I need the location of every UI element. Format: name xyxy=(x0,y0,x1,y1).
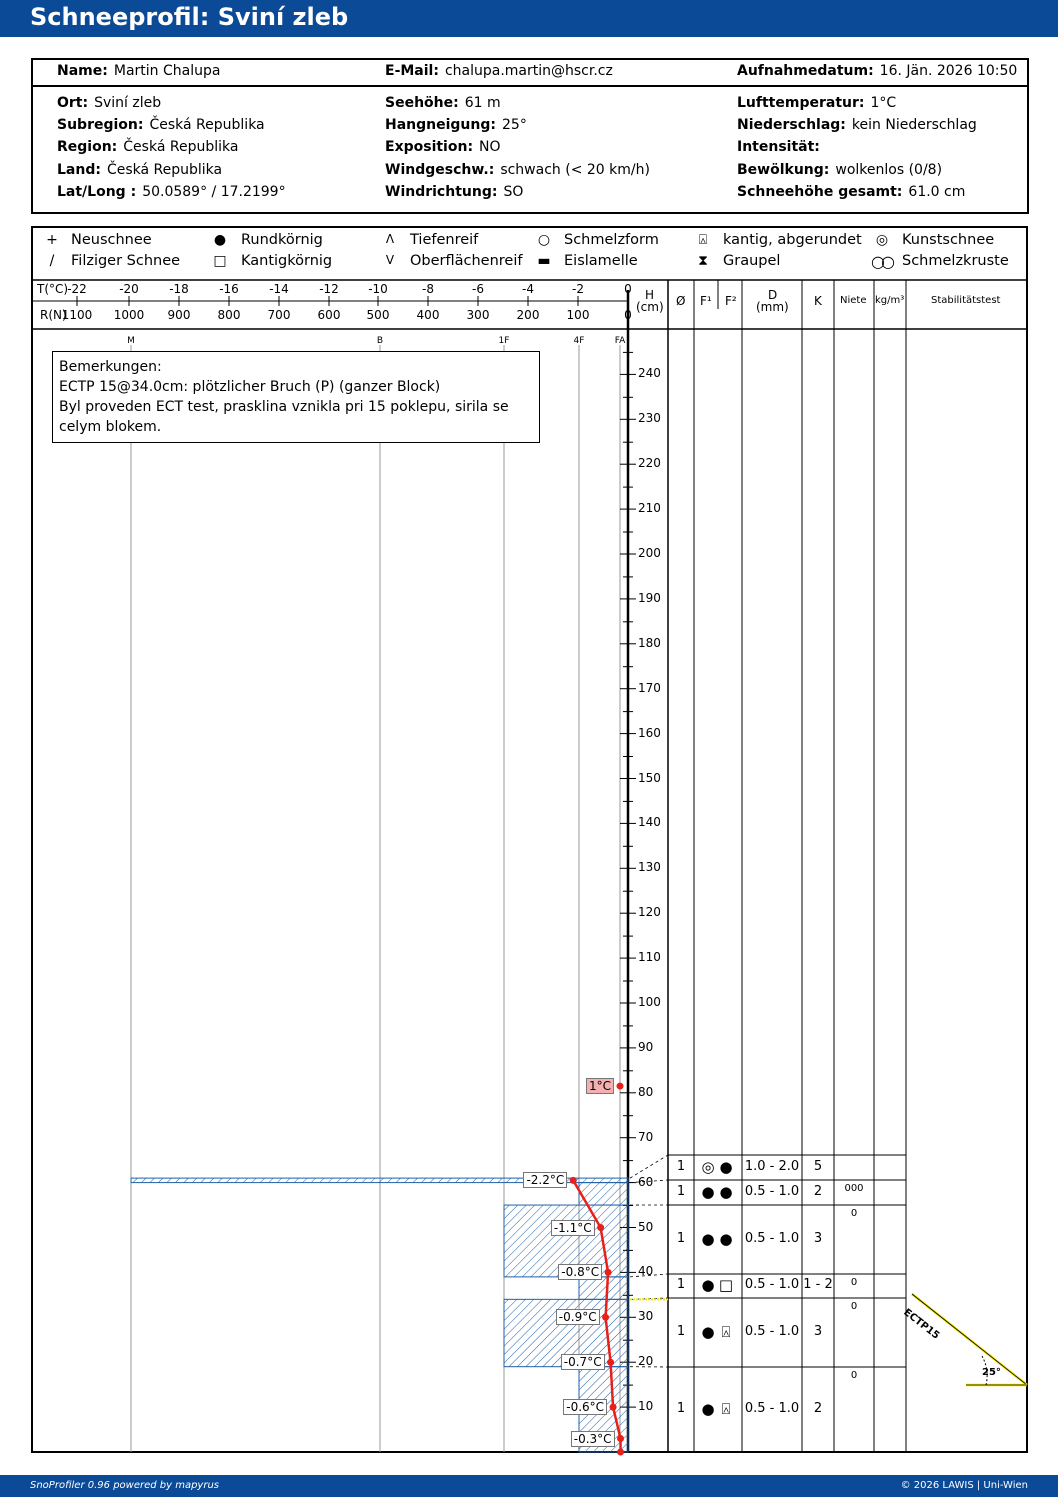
eislamelle-icon: ▬ xyxy=(537,253,551,269)
col-niete: Niete xyxy=(840,295,867,306)
r-tick-label: 400 xyxy=(416,308,440,322)
hand-hardness-label: FA xyxy=(614,336,626,346)
remarks-box xyxy=(52,351,540,443)
layer-grain-size: 0.5 - 1.0 xyxy=(744,1323,800,1339)
layer-hardness-k: 5 xyxy=(813,1158,823,1174)
temperature-label: -0.9°C xyxy=(556,1309,600,1325)
terrain-windrichtung: Windrichtung: SO xyxy=(385,184,524,200)
layer-wetness: 1 xyxy=(676,1230,686,1246)
legend-label-eislamelle: Eislamelle xyxy=(564,253,638,269)
t-axis-label: T(°C) xyxy=(37,282,69,296)
temperature-label: -2.2°C xyxy=(523,1172,567,1188)
h-tick-label: 140 xyxy=(638,815,661,830)
weather-intensitaet: Intensität: xyxy=(737,139,820,155)
slope-angle-label: 25° xyxy=(982,1367,1001,1378)
r-tick-label: 900 xyxy=(167,308,191,322)
layer-niete: 0 xyxy=(850,1301,858,1312)
air-temperature-label: 1°C xyxy=(586,1078,614,1094)
legend-label-kantigkoernig: Kantigkörnig xyxy=(241,253,333,269)
weather-niederschlag: Niederschlag: kein Niederschlag xyxy=(737,117,977,133)
weather-bewoelkung: Bewölkung: wolkenlos (0/8) xyxy=(737,162,943,178)
oberflaechenreif-icon: V xyxy=(385,253,395,267)
legend-label-schmelzkruste: Schmelzkruste xyxy=(902,253,1009,269)
remarks-title: Bemerkungen: xyxy=(59,359,162,375)
legend-label-filziger-schnee: Filziger Schnee xyxy=(71,253,181,269)
schmelzform-icon: ○ xyxy=(537,232,551,248)
h-tick-label: 10 xyxy=(638,1399,654,1414)
layer-grain-size: 1.0 - 2.0 xyxy=(744,1158,800,1174)
r-tick-label: 800 xyxy=(217,308,241,322)
h-tick-label: 130 xyxy=(638,860,661,875)
layer-wetness: 1 xyxy=(676,1400,686,1416)
location-latlong: Lat/Long : 50.0589° / 17.2199° xyxy=(57,184,286,200)
legend-label-neuschnee: Neuschnee xyxy=(71,232,152,248)
layer-grain-f1: ● xyxy=(701,1182,715,1201)
weather-schneehoehe: Schneehöhe gesamt: 61.0 cm xyxy=(737,184,966,200)
layer-grain-size: 0.5 - 1.0 xyxy=(744,1400,800,1416)
footer-right: © 2026 LAWIS | Uni-Wien xyxy=(900,1480,1028,1491)
h-tick-label: 210 xyxy=(638,501,661,516)
r-tick-label: 1100 xyxy=(61,308,93,322)
t-tick-label: -12 xyxy=(319,282,339,296)
t-tick-label: -14 xyxy=(269,282,289,296)
layer-niete: 0 xyxy=(850,1208,858,1219)
layer-wetness: 1 xyxy=(676,1183,686,1199)
r-tick-label: 0 xyxy=(624,308,632,322)
remarks-line2: Byl proveden ECT test, prasklina vznikla pri 15 poklepu, sirila se celym blokem. xyxy=(59,399,509,435)
col-f2: F² xyxy=(725,294,737,308)
observer-name: Name: Martin Chalupa xyxy=(57,63,221,79)
terrain-hangneigung: Hangneigung: 25° xyxy=(385,117,527,133)
layer-niete: 0 xyxy=(850,1370,858,1381)
r-tick-label: 1000 xyxy=(113,308,145,322)
kunstschnee-icon: ◎ xyxy=(875,232,889,248)
page-title: Schneeprofil: Sviní zleb xyxy=(30,3,349,31)
temperature-point xyxy=(605,1269,612,1276)
col-k: K xyxy=(814,294,822,308)
h-tick-label: 230 xyxy=(638,411,661,426)
weather-lufttemp: Lufttemperatur: 1°C xyxy=(737,95,897,111)
h-axis-label: H xyxy=(645,288,655,302)
observation-date: Aufnahmedatum: 16. Jän. 2026 10:50 xyxy=(737,63,1018,79)
t-tick-label: 0 xyxy=(624,282,632,296)
temperature-point xyxy=(597,1224,604,1231)
col-density: kg/m³ xyxy=(875,295,905,306)
hand-hardness-label: M xyxy=(127,336,135,346)
layer-grain-f2: ● xyxy=(719,1157,733,1176)
h-tick-label: 190 xyxy=(638,590,661,605)
legend-label-kunstschnee: Kunstschnee xyxy=(902,232,995,248)
layer-grain-size: 0.5 - 1.0 xyxy=(744,1183,800,1199)
temperature-label: -1.1°C xyxy=(551,1220,595,1236)
layer-grain-f1: ● xyxy=(701,1322,715,1341)
terrain-windgeschw: Windgeschw.: schwach (< 20 km/h) xyxy=(385,162,650,178)
observer-email: E-Mail: chalupa.martin@hscr.cz xyxy=(385,63,613,79)
temperature-point xyxy=(602,1314,609,1321)
t-tick-label: -18 xyxy=(169,282,189,296)
r-tick-label: 600 xyxy=(317,308,341,322)
neuschnee-icon: + xyxy=(46,232,58,248)
tiefenreif-icon: Λ xyxy=(385,232,395,246)
h-tick-label: 220 xyxy=(638,456,661,471)
air-temperature-point xyxy=(617,1083,624,1090)
layer-grain-f1: ● xyxy=(701,1399,715,1418)
temperature-label: -0.8°C xyxy=(558,1264,602,1280)
layer-grain-f2: ⍓ xyxy=(721,1399,731,1418)
location-subregion: Subregion: Česká Republika xyxy=(57,117,265,133)
layer-hardness-k: 3 xyxy=(813,1230,823,1246)
location-ort: Ort: Sviní zleb xyxy=(57,95,162,111)
t-tick-label: -10 xyxy=(368,282,388,296)
h-tick-label: 110 xyxy=(638,950,661,965)
t-tick-label: -2 xyxy=(572,282,584,296)
h-tick-label: 30 xyxy=(638,1309,654,1324)
layer-grain-size: 0.5 - 1.0 xyxy=(744,1277,800,1292)
layer-niete: 000 xyxy=(844,1183,864,1194)
remarks-line1: ECTP 15@34.0cm: plötzlicher Bruch (P) (ganzer Block) xyxy=(59,379,441,395)
layer-grain-f1: ● xyxy=(701,1229,715,1248)
col-d-unit: (mm) xyxy=(756,300,789,314)
t-tick-label: -22 xyxy=(67,282,87,296)
t-tick-label: -4 xyxy=(522,282,534,296)
terrain-seehoehe: Seehöhe: 61 m xyxy=(385,95,501,111)
col-d: D xyxy=(768,288,778,302)
kantig-abgerundet-icon: ⍓ xyxy=(698,232,708,248)
temperature-label: -0.7°C xyxy=(561,1354,605,1370)
t-tick-label: -8 xyxy=(422,282,434,296)
temperature-point xyxy=(610,1404,617,1411)
h-tick-label: 60 xyxy=(638,1174,654,1189)
layer-grain-f1: ● xyxy=(701,1276,715,1294)
h-tick-label: 50 xyxy=(638,1219,654,1234)
r-tick-label: 300 xyxy=(466,308,490,322)
stability-test-graphic xyxy=(912,1294,1027,1385)
layer-grain-f2: ⍓ xyxy=(721,1322,731,1341)
h-tick-label: 120 xyxy=(638,905,661,920)
h-tick-label: 170 xyxy=(638,680,661,695)
r-tick-label: 100 xyxy=(566,308,590,322)
legend-label-kantig-abgerundet: kantig, abgerundet xyxy=(723,232,862,248)
layer-grain-f2: □ xyxy=(718,1276,734,1294)
location-region: Region: Česká Republika xyxy=(57,139,239,155)
layer-grain-f2: ● xyxy=(719,1182,733,1201)
legend-label-tiefenreif: Tiefenreif xyxy=(410,232,479,248)
h-tick-label: 40 xyxy=(638,1264,654,1279)
t-tick-label: -20 xyxy=(119,282,139,296)
hand-hardness-label: B xyxy=(376,336,384,346)
legend-label-rundkoernig: Rundkörnig xyxy=(241,232,323,248)
hand-hardness-label: 1F xyxy=(498,336,510,346)
layer-hardness-k: 2 xyxy=(813,1183,823,1199)
legend-label-graupel: Graupel xyxy=(723,253,781,269)
layer-hardness-k: 1 - 2 xyxy=(803,1277,833,1292)
h-tick-label: 160 xyxy=(638,725,661,740)
layer-grain-size: 0.5 - 1.0 xyxy=(744,1230,800,1246)
layer-wetness: 1 xyxy=(676,1277,686,1292)
legend-label-oberflaechenreif: Oberflächenreif xyxy=(410,253,523,269)
r-tick-label: 700 xyxy=(267,308,291,322)
rundkoernig-icon: ● xyxy=(213,232,227,248)
temperature-label: -0.6°C xyxy=(563,1399,607,1415)
r-tick-label: 500 xyxy=(366,308,390,322)
h-tick-label: 70 xyxy=(638,1129,654,1144)
layer-wetness: 1 xyxy=(676,1158,686,1174)
h-tick-label: 90 xyxy=(638,1039,654,1054)
layer-hardness-k: 2 xyxy=(813,1400,823,1416)
r-tick-label: 200 xyxy=(516,308,540,322)
stability-test-label: ECTP15 xyxy=(901,1307,942,1342)
temperature-point xyxy=(570,1177,577,1184)
temperature-point xyxy=(617,1449,624,1456)
layer-wetness: 1 xyxy=(676,1323,686,1339)
layer-grain-f1: ◎ xyxy=(701,1157,715,1176)
graupel-icon: ⧗ xyxy=(698,253,708,269)
col-f1: F¹ xyxy=(700,294,712,308)
col-wetness: Ø xyxy=(676,294,686,308)
layer-grain-f2: ● xyxy=(719,1229,733,1248)
filziger-schnee-icon: / xyxy=(49,253,55,269)
layer-niete: 0 xyxy=(850,1277,858,1288)
r-axis-label: R(N) xyxy=(40,308,67,322)
hand-hardness-label: 4F xyxy=(573,336,585,346)
h-tick-label: 200 xyxy=(638,546,661,560)
h-tick-label: 240 xyxy=(638,366,661,381)
temperature-label: -0.3°C xyxy=(571,1431,615,1447)
terrain-exposition: Exposition: NO xyxy=(385,139,501,155)
h-axis-unit: (cm) xyxy=(636,300,664,314)
h-tick-label: 100 xyxy=(638,995,661,1009)
temperature-point xyxy=(617,1435,624,1442)
temperature-point xyxy=(607,1359,614,1366)
location-land: Land: Česká Republika xyxy=(57,162,223,178)
t-tick-label: -6 xyxy=(472,282,484,296)
layer-hardness-k: 3 xyxy=(813,1323,823,1339)
kantigkoernig-icon: □ xyxy=(213,253,227,269)
h-tick-label: 180 xyxy=(638,635,661,650)
t-tick-label: -16 xyxy=(219,282,239,296)
col-stability: Stabilitätstest xyxy=(931,295,1001,306)
h-tick-label: 20 xyxy=(638,1354,654,1369)
h-tick-label: 150 xyxy=(638,770,661,785)
footer-left: SnoProfiler 0.96 powered by mapyrus xyxy=(30,1480,220,1491)
legend-label-schmelzform: Schmelzform xyxy=(564,232,659,248)
schmelzkruste-icon: ○○ xyxy=(871,252,891,271)
h-tick-label: 80 xyxy=(638,1084,654,1099)
